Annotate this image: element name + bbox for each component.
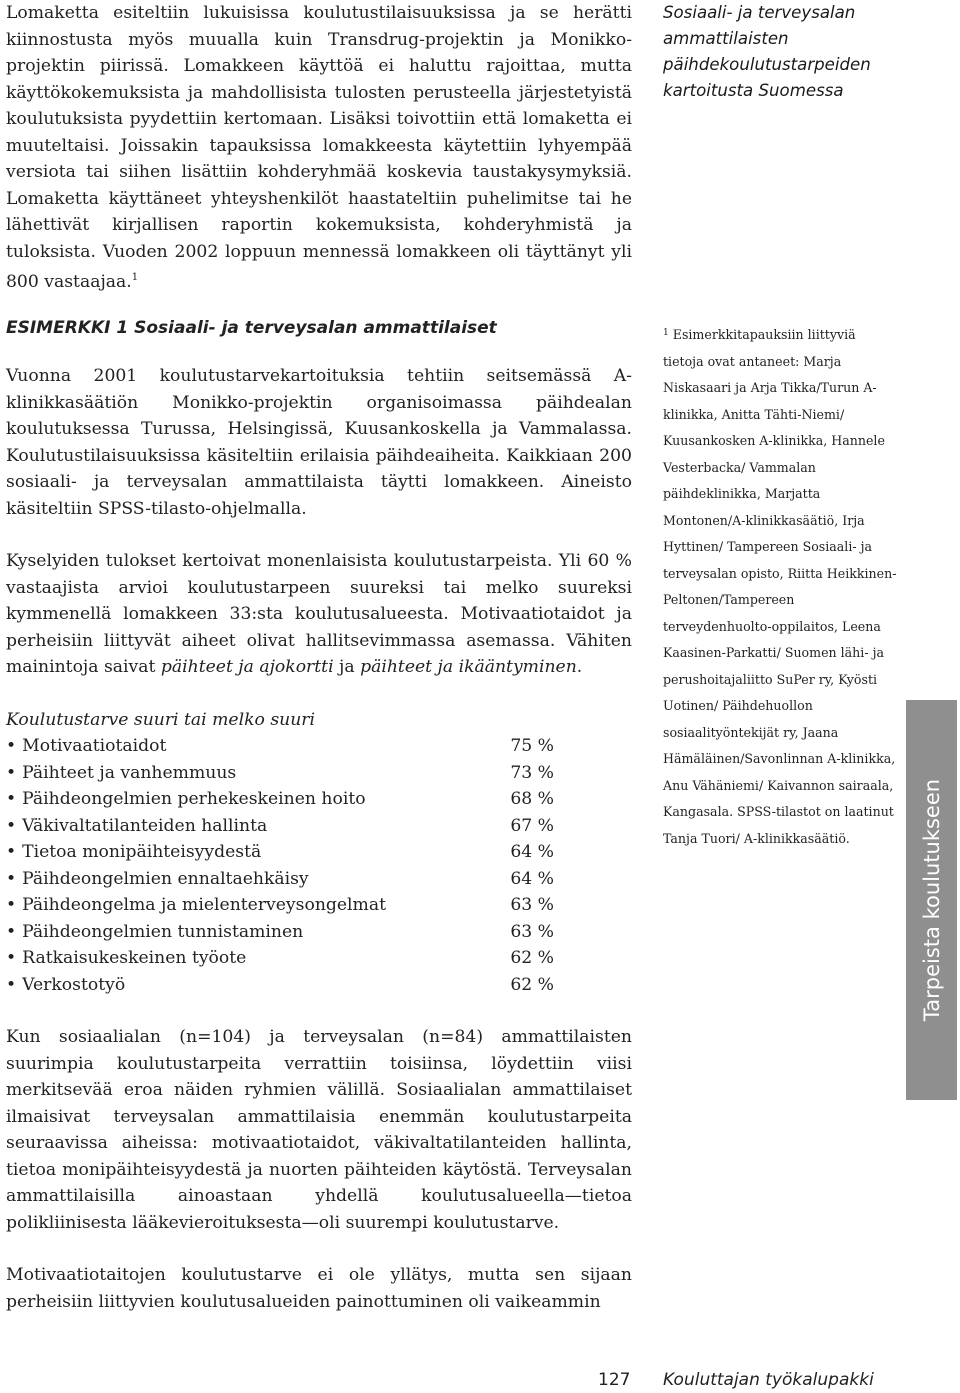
list-item: • Päihdeongelmien tunnistaminen 63 % [6,919,554,946]
footnote-marker: 1 [131,272,139,283]
example-paragraph-3: Kun sosiaalialan (n=104) ja terveysalan (n=84) ammattilaisten suurimpia koulutustarpeita verrattiin toisiinsa, löydettiin viisi merkitsevää eroa näiden ryhmien välillä. Sosiaalialan ammattilaiset ilmaisivat terveysalan ammattilaisia enemmän koulutustarpeita seuraavissa aiheissa: motivaatiotaidot, väkivaltatilanteiden hallinta, tietoa monipäihteisyydestä ja nuorten päihteiden käytöstä. Terveysalan ammattilaisilla ainoastaan yhdellä koulutusalueella—tietoa polikliinisesta lääkevieroituksesta—oli suurempi koulutustarve. [6,1027,632,1233]
list-item: • Päihteet ja vanhemmuus 73 % [6,760,554,787]
training-needs-list [6,733,554,998]
sidebar-title: Sosiaali- ja terveysalan ammattilaisten päihdekoulutustarpeiden kartoitusta Suomessa [663,3,871,100]
list-item: • Päihdeongelma ja mielenterveysongelmat 63 % [6,892,554,919]
example-section [6,318,632,1315]
list-item: • Ratkaisukeskeinen työote 62 % [6,945,554,972]
list-item: • Päihdeongelmien perhekeskeinen hoito 68 % [6,786,554,813]
list-item: • Tietoa monipäihteisyydestä 64 % [6,839,554,866]
list-item: • Motivaatiotaidot 75 % [6,733,554,760]
side-tab-label: Tarpeista koulutukseen [919,778,944,1022]
example-title: ESIMERKKI 1 Sosiaali- ja terveysalan ammattilaiset [6,318,497,338]
side-tab [906,700,957,1100]
intro-section [6,0,632,296]
list-title: Koulutustarve suuri tai melko suuri [6,709,315,730]
footnote: $^1$ Esimerkkitapauksiin liittyviä tietoja ovat antaneet: Marja Niskasaari ja Arja Tikka/Turun A-klinikka, Anitta Tähti-Niemi/ Kuusankosken A-klinikka, Hannele Vesterbacka/ Vammalan päihdeklinikka, Marjatta Montonen/A-klinikkasäätiö, Irja Hyttinen/ Tampereen Sosiaali- ja terveysalan opisto, Riitta Heikkinen-Peltonen/Tampereen terveydenhuolto-oppilaitos, Leena Kaasinen-Parkatti/ Suomen lähi- ja perushoitajaliitto SuPer ry, Kyösti Uotinen/ Päihdehuollon sosiaalityöntekijät ry, Jaana Hämäläinen/Savonlinnan A-klinikka, Anu Vähäniemi/ Kaivannon sairaala, Kangasala. SPSS-tilastot on laatinut Tanja Tuori/ A-klinikkasäätiö. [663,327,897,846]
example-paragraph-4: Motivaatiotaitojen koulutustarve ei ole yllätys, mutta sen sijaan perheisiin liittyvien koulutusalueiden painottuminen oli vaikeammin [6,1265,632,1312]
example-paragraph-2: Kyselyiden tulokset kertoivat monenlaisista koulutustarpeista. Yli 60 % vastaajista arvioi koulutustarpeen suureksi tai melko suureksi kymmenellä lomakkeen 33:sta koulutusalueesta. Motivaatiotaidot ja perheisiin liittyvät aiheet olivat hallitsevimmassa asemassa. Vähiten mainintoja saivat päihteet ja ajokortti ja päihteet ja ikääntyminen. [6,551,632,677]
list-item: • Väkivaltatilanteiden hallinta 67 % [6,813,554,840]
footer-title: Kouluttajan työkalupakki [663,1370,874,1390]
list-item: • Verkostotyö 62 % [6,972,554,999]
intro-paragraph: Lomaketta esiteltiin lukuisissa koulutustilaisuuksissa ja se herätti kiinnostusta myös muualla kuin Transdrug-projektin ja Monikko-projektin piirissä. Lomakkeen käyttöä ei haluttu rajoittaa, mutta käyttökokemuksista ja mahdollisista tulosten perusteella järjestetyistä koulutuksista pyydettiin kertomaan. Lisäksi toivottiin että lomaketta ei muuteltaisi. Joissakin tapauksissa lomakkeesta käytettiin lyhyempää versiota tai siihen lisättiin kohderyhmää koskevia taustakysymyksiä. Lomaketta käyttäneet yhteyshenkilöt haastateltiin puhelimitse tai he lähettivät kirjallisen raportin kokemuksista, kohderyhmistä ja tuloksista. Vuoden 2002 loppuun mennessä lomakkeen oli täyttänyt yli 800 vastaajaa.$^1$ [6,3,632,292]
page-number: 127 [598,1370,631,1390]
example-paragraph-1: Vuonna 2001 koulutustarvekartoituksia tehtiin seitsemässä A-klinikkasäätiön Monikko-projektin organisoimassa päihdealan koulutuksessa Turussa, Helsingissä, Kuusankoskella ja Vammalassa. Koulutustilaisuuksissa käsiteltiin erilaisia päihdeaiheita. Kaikkiaan 200 sosiaali- ja terveysalan ammattilaista täytti lomakkeen. Aineisto käsiteltiin SPSS-tilasto-ohjelmalla. [6,366,632,519]
list-item: • Päihdeongelmien ennaltaehkäisy 64 % [6,866,554,893]
